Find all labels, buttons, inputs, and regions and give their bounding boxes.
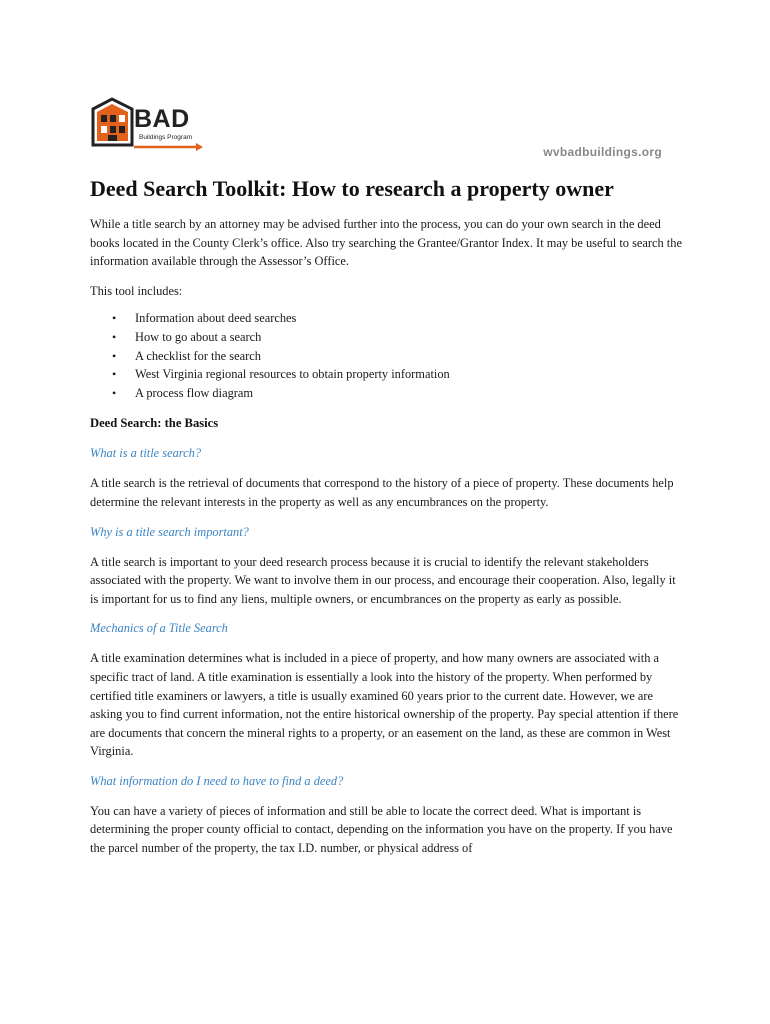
- subheading-mechanics: Mechanics of a Title Search: [90, 621, 228, 636]
- bullet-icon: •: [112, 385, 117, 400]
- document-body: [90, 175, 685, 869]
- page-title: Deed Search Toolkit: How to research a property owner: [90, 176, 614, 201]
- paragraph-info-needed: You can have a variety of pieces of information and still be able to locate the correct deed. What is important is determining the proper county official to contact, depending on the information you have on the property. If you have the parcel number of the property, the tax I.D. number, or physical address of: [90, 803, 673, 856]
- subheading-info-needed: What information do I need to have to find a deed?: [90, 773, 344, 788]
- list-item: • Information about deed searches: [90, 309, 685, 328]
- paragraph-mechanics: A title examination determines what is included in a piece of property, and how many owners are associated with a specific tract of land. A title examination is essentially a look into the history of the property. When performed by certified title examiners or lawyers, a title is usually examined 60 years prior to the current date. However, we are asking you to find current information, not the entire historical ownership of the property. Pay special attention if there are documents that concern the mineral rights to a property, or an easement on the land, as these are common in West Virginia.: [90, 651, 679, 759]
- list-item: • A checklist for the search: [90, 347, 685, 366]
- list-item: • How to go about a search: [90, 328, 685, 347]
- bad-buildings-logo: [90, 95, 205, 153]
- paragraph-why-important: A title search is important to your deed research process because it is crucial to identify the relevant stakeholders associated with the property. We want to involve them in our process, and encourage their cooperation. Also, legally it is important for us to find any liens, multiple owners, or encumbrances on the property as early as possible.: [90, 554, 676, 606]
- bullet-icon: •: [112, 367, 117, 382]
- paragraph-what-is-title-search: A title search is the retrieval of documents that correspond to the history of a piece of property. These documents help determine the relevant interests in the property as well as any encumbrances on the property.: [90, 476, 674, 509]
- includes-label: This tool includes:: [90, 283, 183, 298]
- logo-subtitle: Buildings Program: [139, 134, 193, 141]
- logo-wordmark: BAD: [134, 105, 190, 133]
- bullet-icon: •: [112, 329, 117, 344]
- bullet-icon: •: [112, 311, 117, 326]
- subheading-what-is-title-search: What is a title search?: [90, 446, 202, 461]
- includes-list: [90, 309, 685, 402]
- intro-paragraph: While a title search by an attorney may be advised further into the process, you can do your own search in the deed books located in the County Clerk’s office. Also try searching the Grantee/Grantor Index. It may be useful to search the information available through the Assessor’s Office.: [90, 217, 682, 269]
- list-item: • A process flow diagram: [90, 384, 685, 403]
- subheading-why-important: Why is a title search important?: [90, 524, 249, 539]
- bullet-icon: •: [112, 348, 117, 363]
- section-title: Deed Search: the Basics: [90, 416, 219, 431]
- site-url: wvbadbuildings.org: [543, 145, 662, 159]
- list-item: • West Virginia regional resources to obtain property information: [90, 365, 685, 384]
